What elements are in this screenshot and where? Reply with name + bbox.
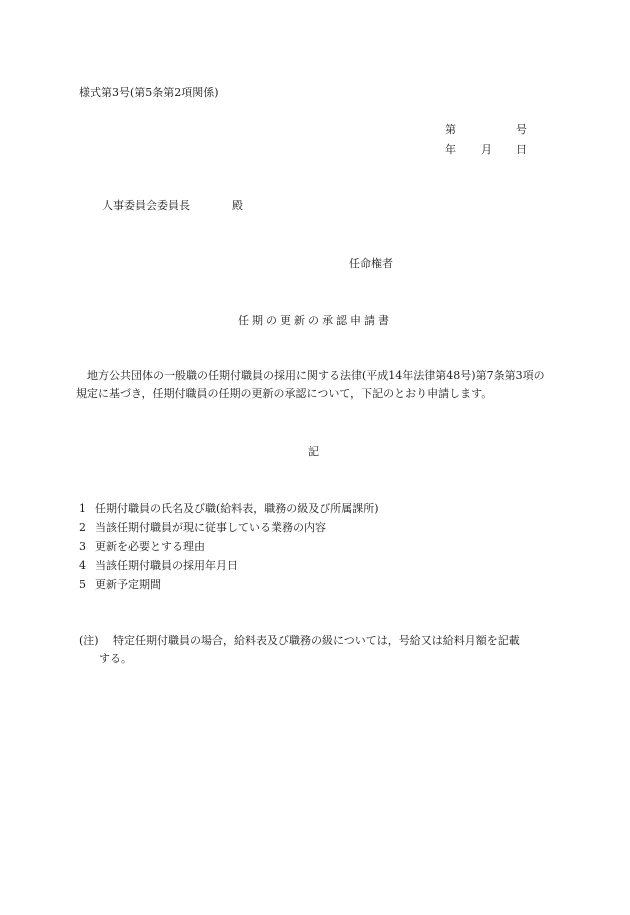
addressee bbox=[102, 199, 243, 212]
item-number: 2 bbox=[79, 521, 86, 534]
date-year: 年 bbox=[445, 143, 456, 156]
appointing-authority: 任命権者 bbox=[349, 257, 393, 270]
item-list bbox=[79, 499, 379, 594]
item-text: 任期付職員の氏名及び職(給料表，職務の級及び所属課所) bbox=[95, 502, 379, 515]
note-text-line2: する。 bbox=[99, 652, 132, 665]
form-number: 様式第3号(第5条第2項関係) bbox=[79, 86, 219, 99]
list-item bbox=[79, 556, 379, 575]
addressee-honorific: 殿 bbox=[232, 199, 243, 212]
date-day: 日 bbox=[516, 143, 527, 156]
item-number: 5 bbox=[79, 578, 86, 591]
date-month: 月 bbox=[481, 143, 492, 156]
item-text: 当該任期付職員の採用年月日 bbox=[95, 559, 238, 572]
number-suffix: 号 bbox=[516, 123, 527, 136]
addressee-name: 人事委員会委員長 bbox=[102, 199, 190, 212]
ki-heading: 記 bbox=[308, 445, 319, 458]
item-text: 更新予定期間 bbox=[95, 578, 161, 591]
list-item bbox=[79, 499, 379, 518]
list-item bbox=[79, 537, 379, 556]
item-text: 更新を必要とする理由 bbox=[95, 540, 205, 553]
item-number: 1 bbox=[79, 502, 86, 515]
document-title: 任期の更新の承認申請書 bbox=[238, 314, 392, 327]
list-item bbox=[79, 575, 379, 594]
item-number: 4 bbox=[79, 559, 86, 572]
note bbox=[79, 632, 551, 668]
body-paragraph: 地方公共団体の一般職の任期付職員の採用に関する法律(平成14年法律第48号)第7条第3項の規定に基づき，任期付職員の任期の更新の承認について，下記のとおり申請します。 bbox=[76, 369, 545, 400]
item-text: 当該任期付職員が現に従事している業務の内容 bbox=[95, 521, 326, 534]
note-text-line1: 特定任期付職員の場合，給料表及び職務の級については，号給又は給料月額を記載 bbox=[113, 634, 520, 647]
note-label: (注) bbox=[79, 634, 99, 647]
item-number: 3 bbox=[79, 540, 86, 553]
list-item bbox=[79, 518, 379, 537]
number-prefix: 第 bbox=[445, 123, 456, 136]
